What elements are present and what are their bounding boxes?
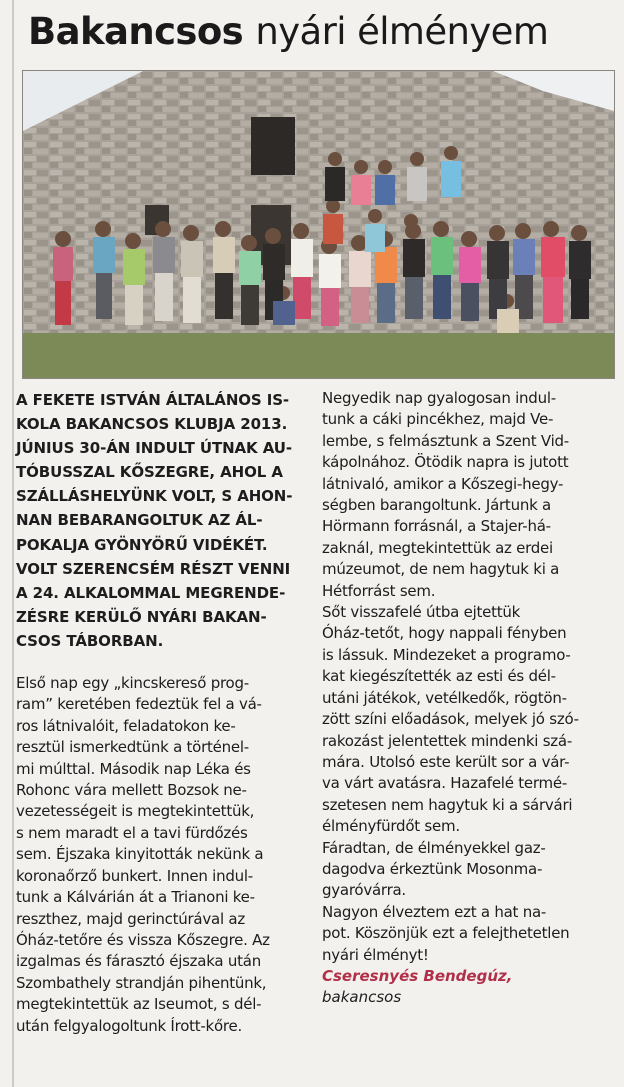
right-column [322,388,614,1009]
right-paragraph-1: Negyedik nap gyalogosan indul- tunk a cáki pincékhez, majd Ve- lembe, s felmásztunk a Szent Vid- kápolnához. Ötödik napra is jutott látnivaló, amikor a Kőszegi-hegy- ségben barangoltunk. Jártunk a Hörmann forrásnál, a Stajer-há- zaknál, megtekintettük az erdei múzeumot, de nem hagytuk ki a Hétforrást sem. [322,389,569,600]
headline-bold: Bakancsos [28,10,244,53]
author-role: bakancsos [322,988,402,1007]
article-headline [28,6,618,58]
right-paragraph-3: Fáradtan, de élményekkel gaz- dagodva érkeztünk Mosonma- gyaróvárra. [322,838,546,900]
right-paragraph-2: Sőt visszafelé útba ejtettük Óház-tetőt, hogy nappali fényben is lássuk. Mindezeket a programo- kat kiegészítették az esti és dél- utáni játékok, vetélkedők, rögtön- zött színi előadások, melyek jó szó- rakozást jelentettek mindenki szá- mára. Utolsó este került sor a vár- va várt avatásra. Hazafelé termé- szetesen nem hagytuk ki a sárvári élményfürdőt sem. [322,603,579,836]
author-name: Cseresnyés Bendegúz, [322,966,513,985]
headline-light: nyári élményem [255,10,549,53]
left-column [16,388,312,1037]
signature [322,966,614,1009]
group-photo [22,70,615,379]
page-edge [12,0,14,1087]
left-body-paragraph: Első nap egy „kincskereső prog- ram” keretében fedeztük fel a vá- ros látnivalóit, feladatokon ke- resztül ismerkedtünk a történel- mi múlttal. Második nap Léka és Rohonc vára mellett Bozsok ne- vezetességeit is megtekintettük, s nem maradt el a tavi fürdőzés sem. Éjszaka kinyitották nekünk a koronaőrző bunkert. Innen indul- tunk a Kálvárián át a Trianoni ke- reszthez, majd gerinctúrával az Óház-tetőre és vissza Kőszegre. Az izgalmas és fárasztó éjszaka után Szombathely strandján pihentünk, megtekintettük az Iseumot, s dél- után felgyalogoltunk Írott-kőre. [16,674,270,1035]
group-photo-illustration [23,71,614,378]
article-lede: A FEKETE ISTVÁN ÁLTALÁNOS IS- KOLA BAKANCSOS KLUBJA 2013. JÚNIUS 30-ÁN INDULT ÚTNAK AU- TÓBUSSZAL KŐSZEGRE, AHOL A SZÁLLÁSHELYÜNK VOLT, S AHON- NAN BEBARANGOLTUK AZ ÁL- POKALJA GYÖNYÖRŰ VIDÉKÉT. VOLT SZERENCSÉM RÉSZT VENNI A 24. ALKALOMMAL MEGRENDE- ZÉSRE KERÜLŐ NYÁRI BAKAN- CSOS TÁBORBAN. [16,391,293,650]
right-paragraph-4: Nagyon élveztem ezt a hat na- pot. Köszönjük ezt a felejthetetlen nyári élményt! [322,902,570,964]
